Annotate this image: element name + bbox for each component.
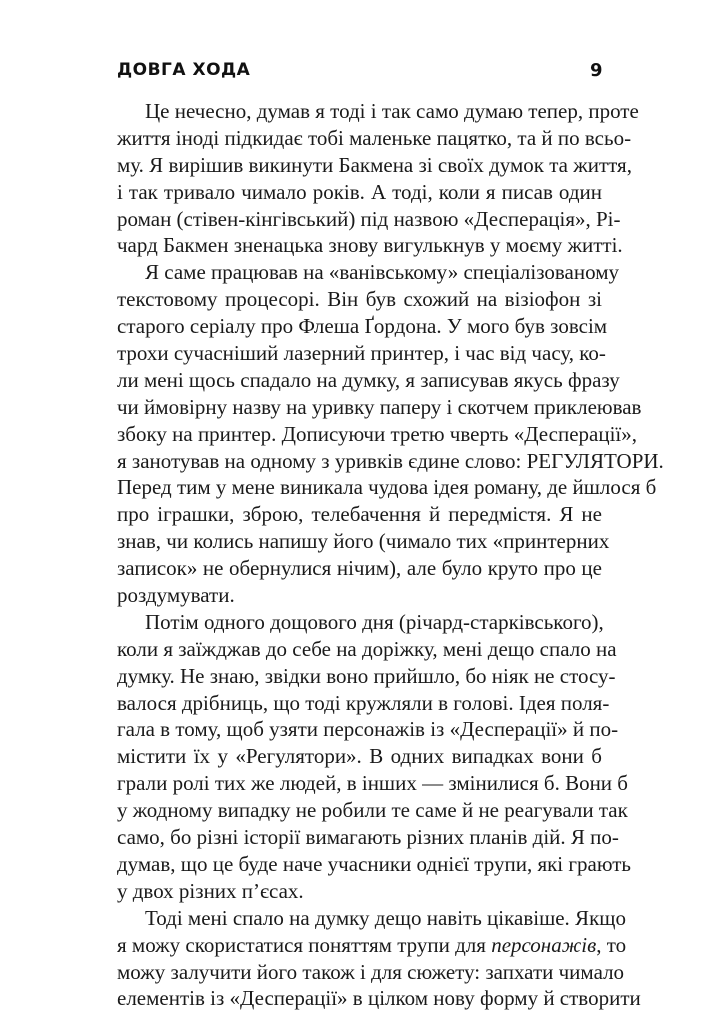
text-line: Перед тим у мене виникала чудова ідея роману, де йшлося б (117, 475, 657, 500)
paragraph-1 (117, 98, 639, 259)
text-line: грали ролі тих же людей, в інших — змінилися б. Вони б (117, 771, 628, 796)
text-line: думав, що це буде наче учасники однієї трупи, які грають (117, 851, 631, 876)
page-number: 9 (589, 59, 603, 81)
text-line: чи ймовірну назву на уривку паперу і скотчем приклеював (117, 394, 642, 419)
text-line: можу залучити його також і для сюжету: запхати чимало (117, 959, 625, 984)
text-line: я занотував на одному з уривків єдине слово: РЕГУЛЯТОРИ. (117, 448, 664, 473)
text-line: роман (стівен-кінгівський) під назвою «Десперація», Рі- (117, 206, 621, 231)
text-segment: я можу скористатися поняттям трупи для (117, 932, 486, 957)
text-line: збоку на принтер. Дописуючи третю чверть «Десперації», (117, 421, 637, 446)
paragraph-3 (117, 609, 631, 905)
text-line: знав, чи колись напишу його (чимало тих «принтерних (117, 529, 610, 554)
running-header (117, 58, 603, 82)
text-line: старого серіалу про Флеша Ґордона. У мого був зовсім (117, 314, 608, 339)
text-line: Я саме працював на «ванівському» спеціалізованому (145, 260, 619, 285)
text-line: трохи сучасніший лазерний принтер, і час від часу, ко- (117, 341, 606, 366)
text-line: у двох різних п’єсах. (117, 878, 304, 903)
text-line: елементів із «Десперації» в цілком нову форму й створити (117, 986, 641, 1011)
text-segment: , то (596, 932, 627, 957)
text-line: про іграшки, зброю, телебачення й передмістя. Я не (117, 502, 602, 527)
running-title: ДОВГА ХОДА (117, 60, 251, 80)
text-line: життя іноді підкидає тобі маленьке пацятко, та й по всьо- (117, 125, 632, 150)
text-line-with-italic (117, 932, 627, 959)
text-line: містити їх у «Регулятори». В одних випадках вони б (117, 744, 602, 769)
paragraph-2 (117, 259, 664, 609)
text-line: і так тривало чимало років. А тоді, коли я писав один (117, 179, 602, 204)
text-line: Тоді мені спало на думку дещо навіть цікавіше. Якщо (145, 905, 626, 930)
text-line: текстовому процесорі. Він був схожий на візіофон зі (117, 287, 602, 312)
text-line: у жодному випадку не робили те саме й не реагували так (117, 798, 628, 823)
text-line: Потім одного дощового дня (річард-старківського), (145, 609, 604, 634)
text-line: гала в тому, щоб узяти персонажів із «Десперації» й по- (117, 717, 619, 742)
text-line: думку. Не знаю, звідки воно прийшло, бо ніяк не стосу- (117, 663, 616, 688)
text-line: му. Я вирішив викинути Бакмена зі своїх думок та життя, (117, 152, 632, 177)
text-line: само, бо різні історії вимагають різних планів дій. Я по- (117, 825, 619, 850)
text-line: чард Бакмен зненацька знову вигулькнув у моєму житті. (117, 233, 623, 258)
text-line: валося дрібниць, що тоді кружляли в голові. Ідея поля- (117, 690, 610, 715)
italic-word: персонажів (491, 932, 597, 957)
paragraph-4 (117, 905, 641, 1012)
body-text (117, 98, 664, 1012)
text-line: Це нечесно, думав я тоді і так само думаю тепер, проте (145, 99, 639, 123)
text-line: ли мені щось спадало на думку, я записував якусь фразу (117, 367, 620, 392)
text-line: роздумувати. (117, 583, 235, 608)
text-line: записок» не обернулися нічим), але було круто про це (117, 556, 602, 581)
text-line: коли я заїжджав до себе на доріжку, мені дещо спало на (117, 636, 617, 661)
